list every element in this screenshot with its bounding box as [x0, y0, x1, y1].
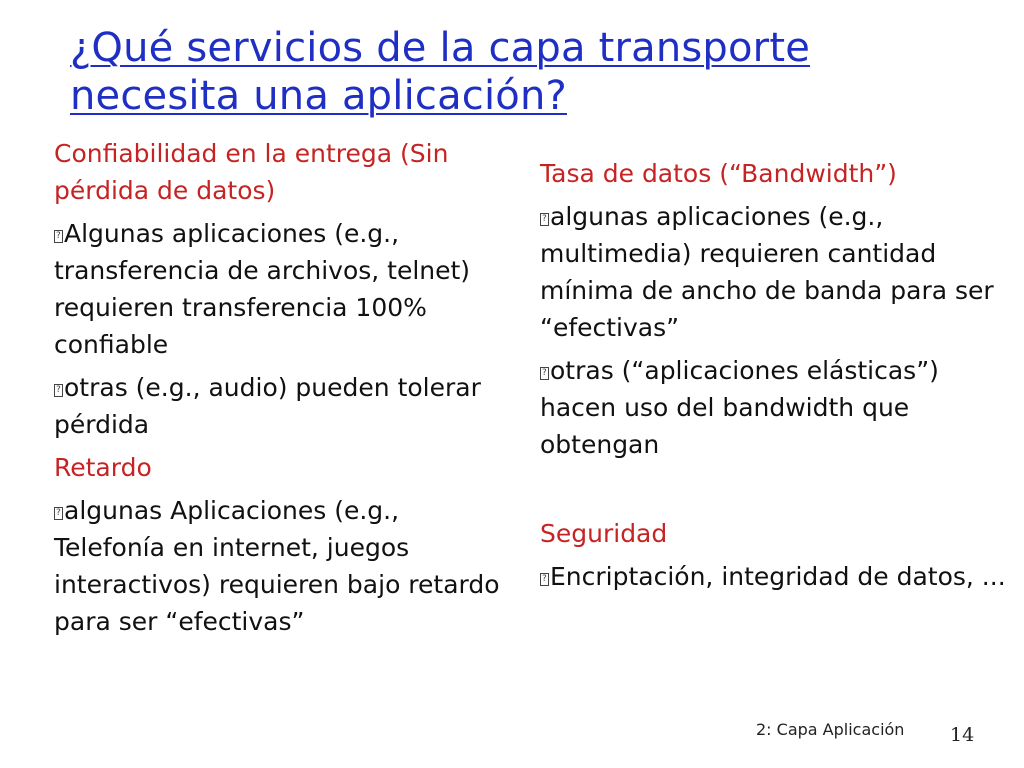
spacer — [540, 469, 1010, 515]
item-text: otras (“aplicaciones elásticas”) hacen uso del bandwidth que obtengan — [540, 356, 939, 459]
page-number: 14 — [950, 724, 975, 746]
item-text: Encriptación, integridad de datos, ... — [550, 562, 1006, 591]
item-text: algunas Aplicaciones (e.g., Telefonía en internet, juegos interactivos) requieren bajo retardo para ser “efectivas” — [54, 496, 500, 636]
slide-title-line-2: necesita una aplicación? — [70, 73, 567, 119]
footer-chapter: 2: Capa Aplicación — [756, 720, 905, 739]
bullet-icon — [540, 213, 549, 226]
item-text: Algunas aplicaciones (e.g., transferencia de archivos, telnet) requieren transferencia 100% confiable — [54, 219, 471, 359]
bullet-icon — [54, 384, 63, 397]
item-text: otras (e.g., audio) pueden tolerar pérdida — [54, 373, 481, 439]
bullet-icon — [540, 367, 549, 380]
heading-confiabilidad: Confiabilidad en la entrega (Sin pérdida de datos) — [54, 139, 449, 205]
slide-title — [70, 24, 970, 120]
list-item — [540, 558, 1010, 595]
heading-tasa-de-datos: Tasa de datos (“Bandwidth”) — [540, 159, 897, 188]
list-item — [54, 492, 516, 640]
bullet-icon — [540, 573, 549, 586]
item-text: algunas aplicaciones (e.g., multimedia) requieren cantidad mínima de ancho de banda para ser “efectivas” — [540, 202, 994, 342]
list-item — [54, 369, 516, 443]
heading-retardo: Retardo — [54, 453, 152, 482]
slide-title-line-1: ¿Qué servicios de la capa transporte — [70, 25, 811, 71]
bullet-icon — [54, 230, 63, 243]
list-item — [540, 198, 1010, 346]
left-column — [54, 135, 516, 646]
list-item — [54, 215, 516, 363]
right-column — [540, 155, 1010, 601]
list-item — [540, 352, 1010, 463]
heading-seguridad: Seguridad — [540, 519, 668, 548]
bullet-icon — [54, 507, 63, 520]
